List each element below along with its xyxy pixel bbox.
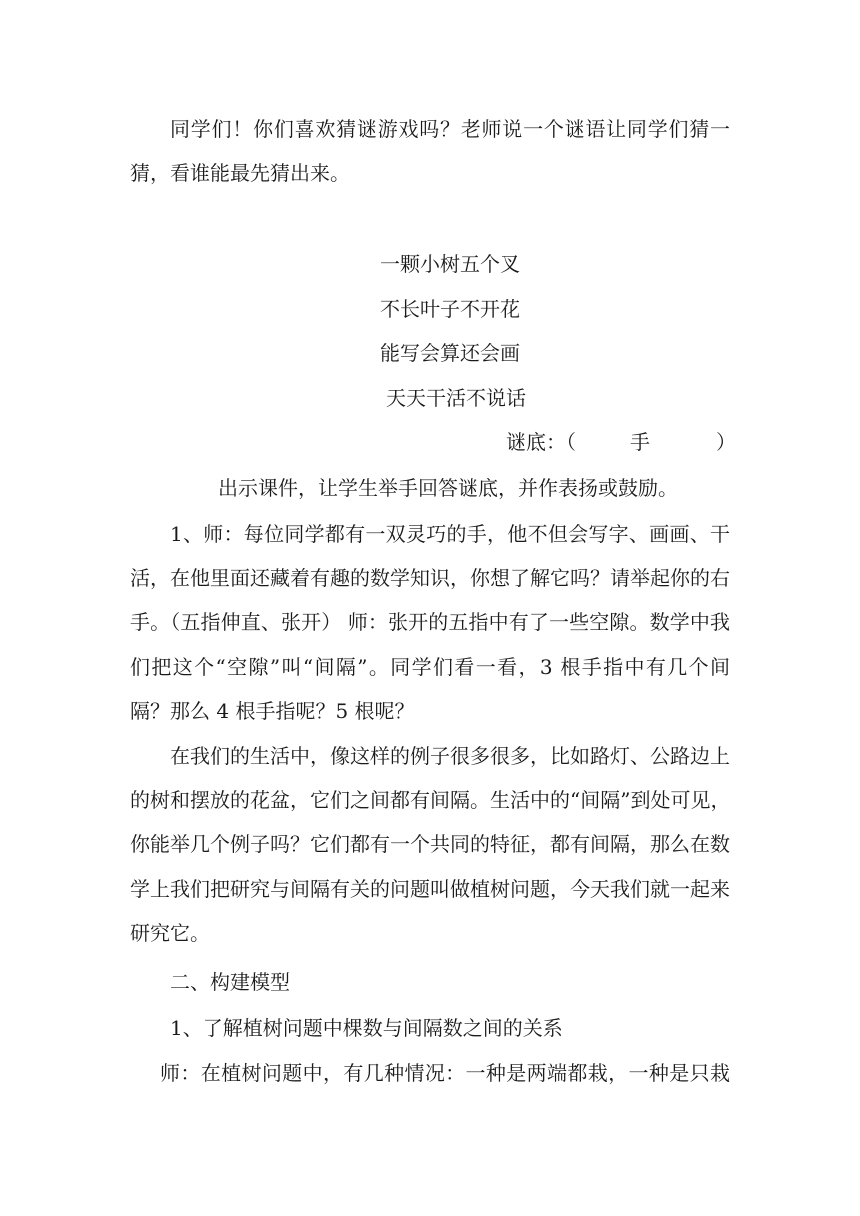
section1-line-2: 活，在他里面还藏着有趣的数学知识，你想了解它吗？请举起你的右 — [130, 566, 730, 590]
courseware-note: 出示课件，让学生举手回答谜底，并作表扬或鼓励。 — [218, 476, 678, 500]
section1-line-4: 们把这个“空隙”叫“间隔”。同学们看一看，3 根手指中有几个间 — [130, 655, 730, 679]
section2-line-1: 在我们的生活中，像这样的例子很多很多，比如路灯、公路边上 — [170, 744, 730, 768]
section1-line-1: 1、师：每位同学都有一双灵巧的手，他不但会写字、画画、干 — [170, 522, 730, 546]
section1-line-5: 隔？那么 4 根手指呢？5 根呢？ — [130, 699, 415, 723]
section2-line-2: 的树和摆放的花盆，它们之间都有间隔。生活中的“间隔”到处可见， — [130, 788, 731, 812]
section1-line-3: 手。（五指伸直、张开） 师：张开的五指中有了一些空隙。数学中我 — [130, 610, 730, 634]
riddle-line-4: 天天干活不说话 — [386, 386, 526, 410]
riddle-answer-value: 手 — [630, 430, 650, 454]
section2-line-3: 你能举几个例子吗？它们都有一个共同的特征，都有间隔，那么在数 — [130, 832, 730, 856]
riddle-answer-close: ） — [716, 430, 736, 454]
section2-line-5: 研究它。 — [130, 921, 210, 945]
section2-line-4: 学上我们把研究与间隔有关的问题叫做植树问题，今天我们就一起来 — [130, 877, 730, 901]
riddle-line-1: 一颗小树五个叉 — [380, 252, 520, 276]
paragraph-last-line: 师：在植树问题中，有几种情况：一种是两端都栽，一种是只栽 — [160, 1061, 730, 1085]
intro-line-2: 猜，看谁能最先猜出来。 — [130, 161, 350, 185]
riddle-line-2: 不长叶子不开花 — [380, 297, 520, 321]
intro-line-1: 同学们！你们喜欢猜谜游戏吗？老师说一个谜语让同学们猜一 — [170, 117, 730, 141]
riddle-answer-label: 谜底：（ — [506, 430, 576, 454]
section-heading-build-model: 二、构建模型 — [170, 970, 290, 994]
subheading-tree-interval-relation: 1、了解植树问题中棵数与间隔数之间的关系 — [170, 1016, 563, 1040]
riddle-line-3: 能写会算还会画 — [380, 341, 520, 365]
